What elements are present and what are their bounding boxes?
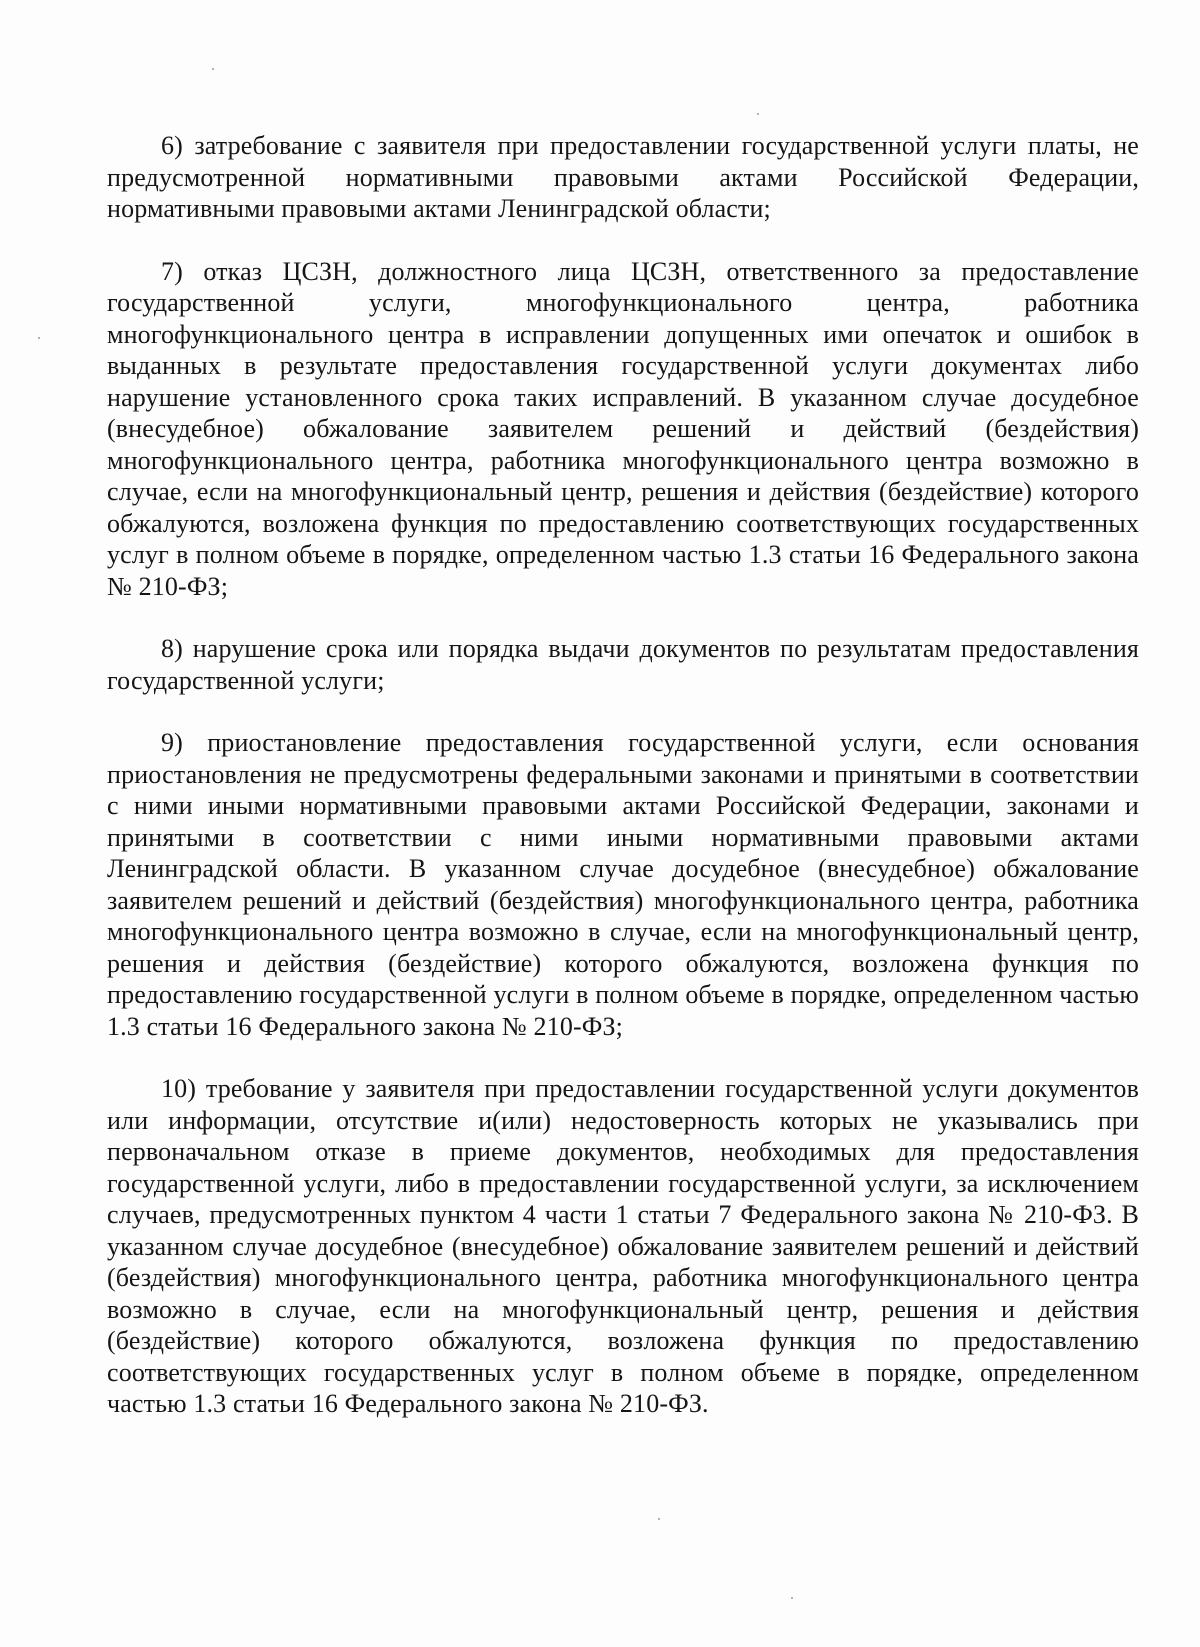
scan-speck [791,1597,793,1599]
paragraph-item-6: 6) затребование с заявителя при предоставлении государственной услуги платы, не предусмотренной нормативными правовыми актами Российской Федерации, нормативными правовыми актами Ленинградской области; [107,131,1139,223]
scan-speck [212,68,214,70]
document-body [107,130,1139,1420]
scan-speck [38,337,40,339]
paragraph-item-8: 8) нарушение срока или порядка выдачи документов по результатам предоставления государственной услуги; [107,634,1139,695]
scan-speck [757,113,759,115]
paragraph-item-9: 9) приостановление предоставления государственной услуги, если основания приостановления не предусмотрены федеральными законами и принятыми в соответствии с ними иными нормативными правовыми актами Российской Федерации, законами и принятыми в соответствии с ними иными нормативными правовыми актами Ленинградской области. В указанном случае досудебное (внесудебное) обжалование заявителем решений и действий (бездействия) многофункционального центра, работника многофункционального центра возможно в случае, если на многофункциональный центр, решения и действия (бездействие) которого обжалуются, возложена функция по предоставлению государственной услуги в полном объеме в порядке, определенном частью 1.3 статьи 16 Федерального закона № 210-ФЗ; [107,728,1139,1041]
scan-speck [658,1518,660,1520]
paragraph-item-10: 10) требование у заявителя при предоставлении государственной услуги документов или информации, отсутствие и(или) недостоверность которых не указывались при первоначальном отказе в приеме документов, необходимых для предоставления государственной услуги, либо в предоставлении государственной услуги, за исключением случаев, предусмотренных пунктом 4 части 1 статьи 7 Федерального закона № 210-ФЗ. В указанном случае досудебное (внесудебное) обжалование заявителем решений и действий (бездействия) многофункционального центра, работника многофункционального центра возможно в случае, если на многофункциональный центр, решения и действия (бездействие) которого обжалуются, возложена функция по предоставлению соответствующих государственных услуг в полном объеме в порядке, определенном частью 1.3 статьи 16 Федерального закона № 210-ФЗ. [107,1074,1139,1418]
paragraph-item-7: 7) отказ ЦСЗН, должностного лица ЦСЗН, ответственного за предоставление государственной услуги, многофункционального центра, работника многофункционального центра в исправлении допущенных ими опечаток и ошибок в выданных в результате предоставления государственной услуги документах либо нарушение установленного срока таких исправлений. В указанном случае досудебное (внесудебное) обжалование заявителем решений и действий (бездействия) многофункционального центра, работника многофункционального центра возможно в случае, если на многофункциональный центр, решения и действия (бездействие) которого обжалуются, возложена функция по предоставлению соответствующих государственных услуг в полном объеме в порядке, определенном частью 1.3 статьи 16 Федерального закона № 210-ФЗ; [107,256,1139,601]
